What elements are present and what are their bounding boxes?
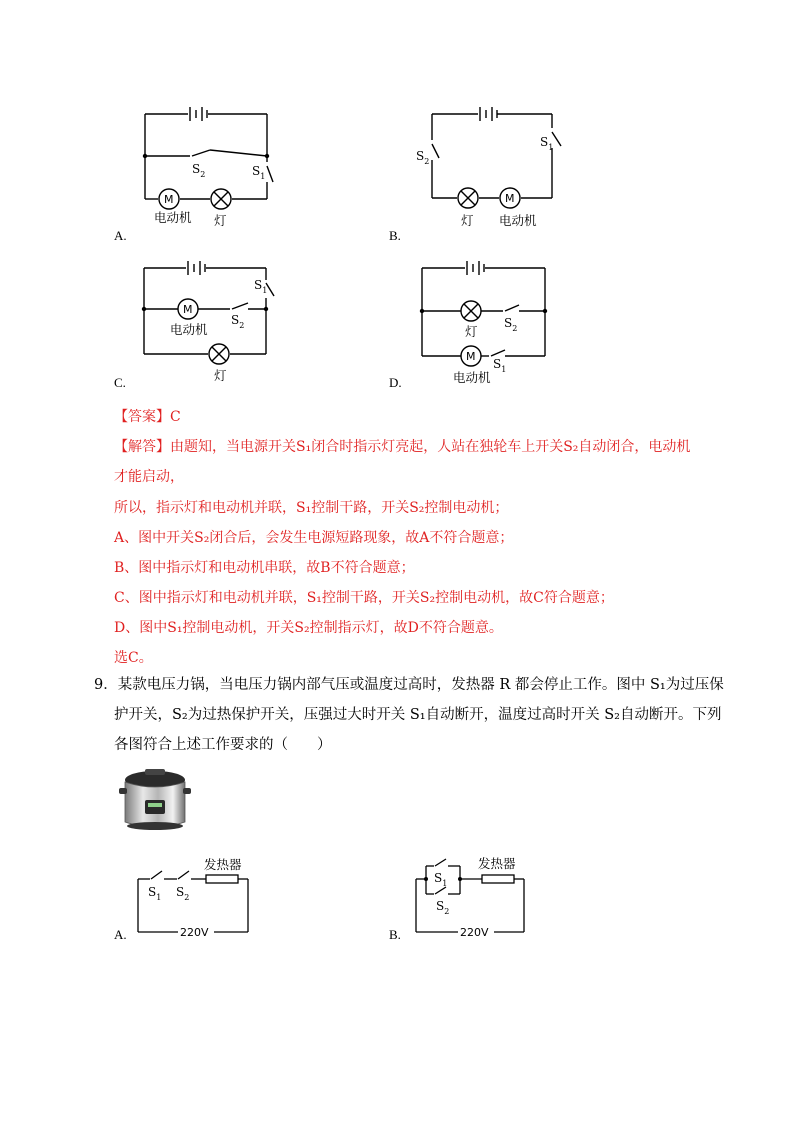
lamp-label-d: 灯: [465, 324, 478, 339]
circuit-diagram-c: [138, 256, 278, 384]
q9a-voltage-label: 220V: [180, 926, 209, 939]
answer-value: C: [170, 409, 181, 425]
analysis-line-3: 所以，指示灯和电动机并联，S₁控制干路，开关S₂控制电动机；: [114, 500, 509, 516]
motor-symbol-b: M: [505, 192, 515, 205]
s2-label-c: $S_2$: [231, 313, 245, 330]
answer-label: 【答案】: [114, 409, 170, 425]
q9-circuit-diagram-b: [412, 850, 536, 942]
analysis-line-7: D、图中S₁控制电动机，开关S₂控制指示灯，故D不符合题意。: [114, 620, 503, 636]
q9a-s1-label: $S_1$: [148, 885, 162, 902]
lamp-label-a: 灯: [214, 213, 227, 228]
q9-circuit-diagram-a: [134, 854, 258, 942]
circuit-diagram-a: [140, 100, 275, 235]
motor-symbol-c: M: [183, 303, 193, 316]
analysis-text-1: 由题知，当电源开关S₁闭合时指示灯亮起，人站在独轮车上开关S₂自动闭合，电动机: [170, 439, 691, 455]
s2-label-a: $S_2$: [192, 162, 206, 179]
analysis-line-5: B、图中指示灯和电动机串联，故B不符合题意；: [114, 560, 415, 576]
q9b-heater-label: 发热器: [478, 856, 516, 871]
q9b-s1-label: $S_1$: [434, 871, 448, 888]
analysis-line-1: [114, 437, 690, 457]
option-a-label: A.: [114, 228, 127, 243]
s2-label-d: $S_2$: [504, 316, 518, 333]
motor-label-b: 电动机: [499, 213, 537, 228]
option-c-label: C.: [114, 375, 126, 390]
question-9-line-1: [94, 675, 724, 695]
q9-option-b-label: B.: [389, 927, 401, 942]
motor-label-a: 电动机: [154, 210, 192, 225]
analysis-line-8: 选C。: [114, 650, 153, 666]
pressure-cooker-image: [115, 766, 195, 834]
analysis-line-4: A、图中开关S₂闭合后，会发生电源短路现象，故A不符合题意；: [114, 530, 514, 546]
lamp-label-b: 灯: [461, 213, 474, 228]
s1-label-c: $S_1$: [254, 278, 268, 295]
s1-label-a: $S_1$: [252, 164, 266, 181]
circuit-diagram-b: [415, 100, 575, 235]
motor-symbol-a: M: [164, 193, 174, 206]
question-9-line-3: 各图符合上述工作要求的（ ）: [114, 737, 332, 753]
circuit-diagram-d: [415, 256, 555, 388]
s1-label-d: $S_1$: [493, 357, 507, 374]
lamp-label-c: 灯: [214, 368, 227, 383]
q9a-s2-label: $S_2$: [176, 885, 190, 902]
question-9-text-1: 某款电压力锅，当电压力锅内部气压或温度过高时，发热器 R 都会停止工作。图中 S₁为过压保: [117, 677, 724, 693]
option-d-label: D.: [389, 375, 402, 390]
q9b-voltage-label: 220V: [460, 926, 489, 939]
q9a-heater-label: 发热器: [204, 857, 242, 872]
q9-option-a-label: A.: [114, 927, 127, 942]
q9b-s2-label: $S_2$: [436, 899, 450, 916]
answer-line: [114, 407, 181, 427]
s1-label-b: $S_1$: [540, 135, 554, 152]
question-9-line-2: 护开关，S₂为过热保护开关，压强过大时开关 S₁自动断开，温度过高时开关 S₂自动断开。下列: [114, 707, 722, 723]
motor-label-d: 电动机: [453, 370, 491, 385]
question-number: 9．: [94, 677, 118, 693]
motor-label-c: 电动机: [170, 322, 208, 337]
s2-label-b: $S_2$: [416, 149, 430, 166]
analysis-line-6: C、图中指示灯和电动机并联，S₁控制干路，开关S₂控制电动机，故C符合题意；: [114, 590, 614, 606]
motor-symbol-d: M: [466, 350, 476, 363]
analysis-line-2: 才能启动，: [114, 469, 184, 485]
analysis-label: 【解答】: [114, 439, 170, 455]
option-b-label: B.: [389, 228, 401, 243]
